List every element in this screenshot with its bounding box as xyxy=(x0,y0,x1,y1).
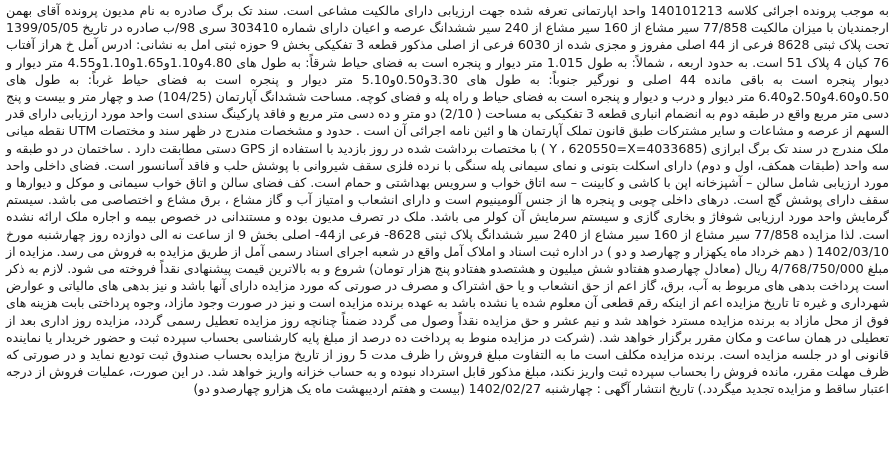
auction-notice-text: به موجب پرونده اجرائی کلاسه 140101213 واحد اپارتمانی تعرفه شده جهت ارزیابی دارای مالکیت مشاعی است. سند تک برگ صادره به نام مدیون پرونده آقای بهمن ارجمندیان با میزان مالکیت 77/858 سیر مشاع از 160 سیر مشاع از 240 سیر ششدانگ عرصه و اعیان دارای شماره 303410 سری 98/ب صادره در تاریخ 1399/05/05 تحت پلاک ثبتی 8628 فرعی از 44 اصلی مفروز و مجزی شده از 6030 فرعی از اصلی مذکور قطعه 3 تفکیکی بخش 9 حوزه ثبتی امل به نشانی: ادرس آمل خ هراز آفتاب 76 کیان 4 پلاک 51 است. به حدود اربعه ، شمالاً: به طول 1.015 متر دیوار و پنجره است به فضای حیاط شرقاً: به طول های 4.80و1.10و1.65و1.10و4.55 متر دیوار و دیوار پنجره است به باقی مانده 44 اصلی و نورگیر جنوباً: به طول های 3.30و0.50و5.10 متر دیوار و پنجره است به فضای حیاط غرباً: به طول های 0.50و4.60و2.50و6.40 متر دیوار و درب و دیوار و پنجره است به فضای حیاط و راه پله و فضای کوچه. مساحت ششدانگ آپارتمان (104/25) صد و چهار متر و بیست و پنج دسی متر مربع واقع در طبقه دوم به انضمام انباری قطعه 3 تفکیکی به مساحت ( 2/10) دو متر و ده دسی متر مربع و فاقد پارکینگ سندی است واحد مورد ارزیابی دارای قدر السهم از عرصه و مشاعات و سایر مشترکات طبق قانون تملک آپارتمان ها و ائین نامه اجرائی آن است . حدود و مشخصات مندرج در ظهر سند و مختصات UTM نقطه میانی ملک مندرج در سند تک برگ ابرازی (4033685=Y ، 620550=X ) با مختصات برداشت شده در روز بازدید با استفاده از GPS دستی مطابقت دارد . ساختمان در دو طبقه و سه واحد (طبقات همکف، اول و دوم) دارای اسکلت بتونی و نمای سیمانی پله سنگی با نرده فلزی سقف شیروانی با پوشش حلب و فاقد آسانسور است. فضای داخلی واحد مورد ارزیابی شامل سالن – آشپزخانه اپن با کاشی و کابینت – سه اتاق خواب و سرویس بهداشتی و حمام است. کف فضای سالن و اتاق خواب سیمانی و موکل و دیوارها و سقف دارای پوشش گچ است. درهای داخلی چوبی و پنجره ها از جنس آلومینیوم است و دارای انشعاب و امتیاز آب و گاز مشاع ، برق مشاع و اختصاصی می باشد. سیستم گرمایش واحد مورد ارزیابی شوفاژ و بخاری گازی و سیستم سرمایش آن کولر می باشد. ملک در تصرف مدیون بوده و مستندانی در خصوص بیمه و اجاره ملک ارائه نشده است. لذا مزایده 77/858 سیر مشاع از 160 سیر مشاع از 240 سیر ششدانگ پلاک ثبتی 8628- فرعی از44- اصلی بخش 9 از ساعت نه الی دوازده روز چهارشنبه مورخ 1402/03/10 ( دهم خرداد ماه یکهزار و چهارصد و دو ) در اداره ثبت اسناد و املاک آمل واقع در شعبه اجرای اسناد رسمی آمل از طریق مزایده به فروش می رسد. مزایده از مبلغ 4/768/750/000 ریال (معادل چهارصدو هفتادو شش میلیون و هشتصدو هفتادو پنج هزار تومان) شروع و به بالاترین قیمت پیشنهادی نقداً فروخته می شود. لازم به ذکر است پرداخت بدهی های مربوط به آب، برق، گاز اعم از حق انشعاب و یا حق اشتراک و مصرف در صورتی که مورد مزایده دارای آنها باشد و نیز بدهی های مالیاتی و عوارض شهرداری و غیره تا تاریخ مزایده اعم از اینکه رقم قطعی آن معلوم شده یا نشده باشد به عهده برنده مزایده است و نیز در صورت وجود مازاد، وجوه پرداختی بابت هزینه های فوق از محل مازاد به برنده مزایده مسترد خواهد شد و نیم عشر و حق مزایده نقداً وصول می گردد ضمناً چنانچه روز مزایده تعطیل رسمی گردد، مزایده روز اداری بعد از تعطیلی در همان ساعت و مکان مقرر برگزار خواهد شد. (شرکت در مزایده منوط به پرداخت ده درصد از مبلغ پایه کارشناسی بحساب سپرده ثبت و حضور خریدار یا نماینده قانونی او در جلسه مزایده است. برنده مزایده مکلف است ما به التفاوت مبلغ فروش را ظرف مدت 5 روز از تاریخ مزایده بحساب صندوق ثبت تودیع نماید و در صورتی که ظرف مهلت مقرر، مانده فروش را بحساب سپرده ثبت واریز نکند، مبلغ مذکور قابل استرداد نبوده و به حساب خزانه واریز خواهد شد. در این صورت، عملیات فروش از درجه اعتبار ساقط و مزایده تجدید میگردد.) تاریخ انتشار آگهی : چهارشنبه 1402/02/27 (بیست و هفتم اردیبهشت ماه یک هزارو چهارصدو دو) xyxy=(6,3,890,397)
